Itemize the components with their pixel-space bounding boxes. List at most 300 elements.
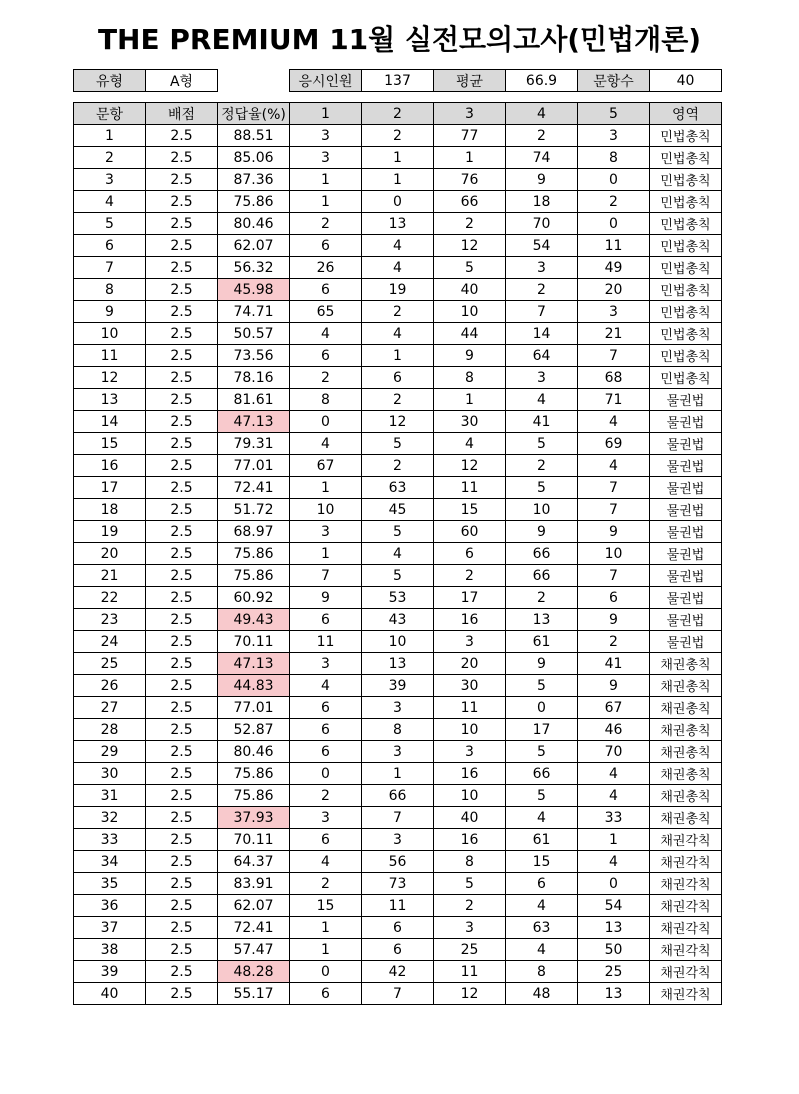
col-choice-5-header: 5 <box>578 103 650 125</box>
choice-4-count: 70 <box>506 213 578 235</box>
choice-2-count: 0 <box>362 191 434 213</box>
choice-2-count: 4 <box>362 543 434 565</box>
table-row <box>74 433 722 455</box>
choice-1-count: 15 <box>290 895 362 917</box>
points: 2.5 <box>146 807 218 829</box>
summary-table <box>73 69 722 92</box>
choice-4-count: 2 <box>506 279 578 301</box>
choice-1-count: 1 <box>290 939 362 961</box>
choice-5-count: 0 <box>578 213 650 235</box>
choice-2-count: 11 <box>362 895 434 917</box>
choice-1-count: 1 <box>290 191 362 213</box>
choice-2-count: 6 <box>362 939 434 961</box>
correct-rate: 74.71 <box>218 301 290 323</box>
table-row <box>74 565 722 587</box>
choice-3-count: 11 <box>434 961 506 983</box>
area: 물권법 <box>650 565 722 587</box>
choice-2-count: 1 <box>362 763 434 785</box>
points: 2.5 <box>146 653 218 675</box>
question-number: 7 <box>74 257 146 279</box>
col-choice-4-header: 4 <box>506 103 578 125</box>
choice-4-count: 2 <box>506 455 578 477</box>
col-area-header: 영역 <box>650 103 722 125</box>
table-row <box>74 455 722 477</box>
choice-2-count: 13 <box>362 213 434 235</box>
table-row <box>74 983 722 1005</box>
question-number: 37 <box>74 917 146 939</box>
results-table <box>73 102 722 1005</box>
choice-4-count: 48 <box>506 983 578 1005</box>
points: 2.5 <box>146 895 218 917</box>
choice-5-count: 33 <box>578 807 650 829</box>
col-choice-1-header: 1 <box>290 103 362 125</box>
area: 민법총칙 <box>650 191 722 213</box>
correct-rate: 75.86 <box>218 785 290 807</box>
points: 2.5 <box>146 763 218 785</box>
choice-3-count: 40 <box>434 279 506 301</box>
choice-5-count: 7 <box>578 345 650 367</box>
correct-rate: 72.41 <box>218 917 290 939</box>
choice-1-count: 6 <box>290 983 362 1005</box>
question-number: 30 <box>74 763 146 785</box>
correct-rate: 49.43 <box>218 609 290 631</box>
choice-2-count: 43 <box>362 609 434 631</box>
area: 민법총칙 <box>650 147 722 169</box>
choice-5-count: 7 <box>578 477 650 499</box>
points: 2.5 <box>146 587 218 609</box>
area: 물권법 <box>650 433 722 455</box>
choice-5-count: 21 <box>578 323 650 345</box>
points: 2.5 <box>146 367 218 389</box>
choice-3-count: 12 <box>434 235 506 257</box>
area: 물권법 <box>650 587 722 609</box>
choice-5-count: 4 <box>578 455 650 477</box>
choice-1-count: 3 <box>290 125 362 147</box>
choice-2-count: 5 <box>362 521 434 543</box>
points: 2.5 <box>146 389 218 411</box>
choice-2-count: 2 <box>362 389 434 411</box>
points: 2.5 <box>146 543 218 565</box>
choice-2-count: 12 <box>362 411 434 433</box>
area: 민법총칙 <box>650 169 722 191</box>
points: 2.5 <box>146 323 218 345</box>
question-number: 6 <box>74 235 146 257</box>
area: 민법총칙 <box>650 257 722 279</box>
choice-5-count: 4 <box>578 763 650 785</box>
choice-5-count: 46 <box>578 719 650 741</box>
choice-3-count: 9 <box>434 345 506 367</box>
area: 채권총칙 <box>650 719 722 741</box>
correct-rate: 48.28 <box>218 961 290 983</box>
table-row <box>74 301 722 323</box>
table-row <box>74 257 722 279</box>
choice-1-count: 6 <box>290 697 362 719</box>
choice-5-count: 9 <box>578 521 650 543</box>
area: 민법총칙 <box>650 279 722 301</box>
question-number: 25 <box>74 653 146 675</box>
choice-5-count: 4 <box>578 411 650 433</box>
choice-1-count: 6 <box>290 609 362 631</box>
choice-4-count: 4 <box>506 389 578 411</box>
question-number: 15 <box>74 433 146 455</box>
average-value: 66.9 <box>506 70 578 92</box>
choice-2-count: 4 <box>362 257 434 279</box>
question-number: 1 <box>74 125 146 147</box>
choice-1-count: 0 <box>290 411 362 433</box>
area: 물권법 <box>650 631 722 653</box>
choice-2-count: 3 <box>362 741 434 763</box>
choice-3-count: 8 <box>434 367 506 389</box>
choice-1-count: 2 <box>290 213 362 235</box>
question-number: 3 <box>74 169 146 191</box>
points: 2.5 <box>146 697 218 719</box>
choice-3-count: 3 <box>434 917 506 939</box>
choice-3-count: 60 <box>434 521 506 543</box>
choice-5-count: 68 <box>578 367 650 389</box>
correct-rate: 37.93 <box>218 807 290 829</box>
correct-rate: 75.86 <box>218 763 290 785</box>
choice-5-count: 13 <box>578 917 650 939</box>
correct-rate: 77.01 <box>218 697 290 719</box>
choice-2-count: 42 <box>362 961 434 983</box>
question-number: 40 <box>74 983 146 1005</box>
correct-rate: 80.46 <box>218 213 290 235</box>
points: 2.5 <box>146 191 218 213</box>
correct-rate: 68.97 <box>218 521 290 543</box>
choice-5-count: 0 <box>578 873 650 895</box>
choice-4-count: 0 <box>506 697 578 719</box>
choice-2-count: 6 <box>362 367 434 389</box>
correct-rate: 62.07 <box>218 235 290 257</box>
table-row <box>74 807 722 829</box>
table-row <box>74 653 722 675</box>
choice-5-count: 10 <box>578 543 650 565</box>
points: 2.5 <box>146 125 218 147</box>
table-row <box>74 367 722 389</box>
page-title: THE PREMIUM 11월 실전모의고사(민법개론) <box>97 23 702 56</box>
points: 2.5 <box>146 873 218 895</box>
question-number: 39 <box>74 961 146 983</box>
choice-3-count: 30 <box>434 411 506 433</box>
choice-3-count: 15 <box>434 499 506 521</box>
choice-3-count: 3 <box>434 631 506 653</box>
table-row <box>74 235 722 257</box>
choice-5-count: 3 <box>578 301 650 323</box>
choice-5-count: 4 <box>578 851 650 873</box>
choice-1-count: 9 <box>290 587 362 609</box>
points: 2.5 <box>146 279 218 301</box>
question-number: 36 <box>74 895 146 917</box>
correct-rate: 78.16 <box>218 367 290 389</box>
choice-3-count: 10 <box>434 785 506 807</box>
choice-5-count: 71 <box>578 389 650 411</box>
choice-3-count: 12 <box>434 983 506 1005</box>
choice-2-count: 6 <box>362 917 434 939</box>
examinees-label: 응시인원 <box>290 70 362 92</box>
choice-5-count: 13 <box>578 983 650 1005</box>
question-number: 12 <box>74 367 146 389</box>
header-row <box>74 103 722 125</box>
table-row <box>74 961 722 983</box>
table-row <box>74 851 722 873</box>
choice-1-count: 3 <box>290 653 362 675</box>
choice-1-count: 4 <box>290 323 362 345</box>
question-number: 21 <box>74 565 146 587</box>
choice-1-count: 6 <box>290 279 362 301</box>
choice-3-count: 5 <box>434 257 506 279</box>
choice-1-count: 6 <box>290 829 362 851</box>
area: 채권총칙 <box>650 807 722 829</box>
choice-3-count: 10 <box>434 719 506 741</box>
table-row <box>74 279 722 301</box>
choice-5-count: 2 <box>578 631 650 653</box>
points: 2.5 <box>146 609 218 631</box>
choice-5-count: 50 <box>578 939 650 961</box>
choice-2-count: 7 <box>362 983 434 1005</box>
choice-2-count: 4 <box>362 235 434 257</box>
table-row <box>74 499 722 521</box>
question-number: 26 <box>74 675 146 697</box>
correct-rate: 55.17 <box>218 983 290 1005</box>
choice-3-count: 76 <box>434 169 506 191</box>
choice-1-count: 4 <box>290 851 362 873</box>
choice-3-count: 2 <box>434 895 506 917</box>
question-number: 16 <box>74 455 146 477</box>
choice-3-count: 3 <box>434 741 506 763</box>
choice-1-count: 26 <box>290 257 362 279</box>
points: 2.5 <box>146 917 218 939</box>
choice-3-count: 2 <box>434 213 506 235</box>
question-number: 29 <box>74 741 146 763</box>
correct-rate: 87.36 <box>218 169 290 191</box>
points: 2.5 <box>146 631 218 653</box>
area: 물권법 <box>650 521 722 543</box>
summary-gap <box>218 70 290 92</box>
question-number: 14 <box>74 411 146 433</box>
correct-rate: 83.91 <box>218 873 290 895</box>
correct-rate: 75.86 <box>218 543 290 565</box>
choice-4-count: 2 <box>506 587 578 609</box>
choice-5-count: 9 <box>578 675 650 697</box>
choice-4-count: 6 <box>506 873 578 895</box>
correct-rate: 47.13 <box>218 411 290 433</box>
points: 2.5 <box>146 455 218 477</box>
table-row <box>74 125 722 147</box>
area: 물권법 <box>650 389 722 411</box>
choice-5-count: 0 <box>578 169 650 191</box>
choice-4-count: 5 <box>506 785 578 807</box>
question-number: 11 <box>74 345 146 367</box>
choice-4-count: 61 <box>506 829 578 851</box>
table-row <box>74 169 722 191</box>
area: 채권각칙 <box>650 873 722 895</box>
question-number: 32 <box>74 807 146 829</box>
table-row <box>74 477 722 499</box>
correct-rate: 88.51 <box>218 125 290 147</box>
choice-5-count: 4 <box>578 785 650 807</box>
table-row <box>74 609 722 631</box>
table-row <box>74 785 722 807</box>
choice-1-count: 2 <box>290 873 362 895</box>
table-row <box>74 191 722 213</box>
area: 채권각칙 <box>650 851 722 873</box>
table-row <box>74 345 722 367</box>
choice-3-count: 16 <box>434 609 506 631</box>
choice-2-count: 1 <box>362 147 434 169</box>
choice-1-count: 1 <box>290 169 362 191</box>
question-number: 31 <box>74 785 146 807</box>
correct-rate: 81.61 <box>218 389 290 411</box>
question-number: 35 <box>74 873 146 895</box>
choice-5-count: 7 <box>578 499 650 521</box>
choice-2-count: 2 <box>362 301 434 323</box>
correct-rate: 47.13 <box>218 653 290 675</box>
choice-5-count: 67 <box>578 697 650 719</box>
choice-4-count: 13 <box>506 609 578 631</box>
choice-3-count: 12 <box>434 455 506 477</box>
choice-4-count: 3 <box>506 367 578 389</box>
points: 2.5 <box>146 477 218 499</box>
type-value: A형 <box>146 70 218 92</box>
points: 2.5 <box>146 829 218 851</box>
question-number: 33 <box>74 829 146 851</box>
correct-rate: 56.32 <box>218 257 290 279</box>
points: 2.5 <box>146 257 218 279</box>
area: 물권법 <box>650 411 722 433</box>
area: 채권총칙 <box>650 675 722 697</box>
choice-3-count: 16 <box>434 829 506 851</box>
choice-4-count: 18 <box>506 191 578 213</box>
choice-5-count: 20 <box>578 279 650 301</box>
table-row <box>74 389 722 411</box>
table-row <box>74 873 722 895</box>
points: 2.5 <box>146 851 218 873</box>
points: 2.5 <box>146 939 218 961</box>
choice-1-count: 10 <box>290 499 362 521</box>
area: 물권법 <box>650 455 722 477</box>
choice-1-count: 1 <box>290 477 362 499</box>
choice-1-count: 8 <box>290 389 362 411</box>
examinees-value: 137 <box>362 70 434 92</box>
points: 2.5 <box>146 719 218 741</box>
col-question-header: 문항 <box>74 103 146 125</box>
correct-rate: 70.11 <box>218 829 290 851</box>
table-body <box>74 125 722 1005</box>
choice-1-count: 6 <box>290 235 362 257</box>
choice-3-count: 66 <box>434 191 506 213</box>
table-row <box>74 719 722 741</box>
choice-4-count: 41 <box>506 411 578 433</box>
choice-4-count: 66 <box>506 565 578 587</box>
choice-4-count: 9 <box>506 521 578 543</box>
choice-3-count: 20 <box>434 653 506 675</box>
area: 물권법 <box>650 609 722 631</box>
choice-3-count: 77 <box>434 125 506 147</box>
choice-5-count: 25 <box>578 961 650 983</box>
choice-2-count: 73 <box>362 873 434 895</box>
choice-4-count: 15 <box>506 851 578 873</box>
points: 2.5 <box>146 301 218 323</box>
points: 2.5 <box>146 785 218 807</box>
correct-rate: 73.56 <box>218 345 290 367</box>
choice-4-count: 4 <box>506 807 578 829</box>
choice-1-count: 11 <box>290 631 362 653</box>
question-number: 23 <box>74 609 146 631</box>
question-number: 5 <box>74 213 146 235</box>
col-choice-2-header: 2 <box>362 103 434 125</box>
choice-4-count: 5 <box>506 477 578 499</box>
table-row <box>74 741 722 763</box>
choice-1-count: 6 <box>290 345 362 367</box>
choice-2-count: 3 <box>362 697 434 719</box>
points: 2.5 <box>146 213 218 235</box>
choice-3-count: 44 <box>434 323 506 345</box>
table-row <box>74 675 722 697</box>
average-label: 평균 <box>434 70 506 92</box>
table-row <box>74 543 722 565</box>
choice-2-count: 45 <box>362 499 434 521</box>
points: 2.5 <box>146 169 218 191</box>
points: 2.5 <box>146 983 218 1005</box>
choice-1-count: 65 <box>290 301 362 323</box>
table-row <box>74 631 722 653</box>
choice-2-count: 7 <box>362 807 434 829</box>
choice-3-count: 17 <box>434 587 506 609</box>
area: 물권법 <box>650 499 722 521</box>
choice-2-count: 8 <box>362 719 434 741</box>
questions-label: 문항수 <box>578 70 650 92</box>
choice-5-count: 70 <box>578 741 650 763</box>
area: 채권총칙 <box>650 653 722 675</box>
correct-rate: 64.37 <box>218 851 290 873</box>
choice-2-count: 2 <box>362 125 434 147</box>
choice-5-count: 11 <box>578 235 650 257</box>
question-number: 34 <box>74 851 146 873</box>
points: 2.5 <box>146 499 218 521</box>
question-number: 18 <box>74 499 146 521</box>
choice-5-count: 1 <box>578 829 650 851</box>
choice-2-count: 5 <box>362 433 434 455</box>
choice-4-count: 9 <box>506 653 578 675</box>
question-number: 10 <box>74 323 146 345</box>
area: 민법총칙 <box>650 323 722 345</box>
area: 채권각칙 <box>650 917 722 939</box>
choice-1-count: 7 <box>290 565 362 587</box>
choice-4-count: 3 <box>506 257 578 279</box>
question-number: 17 <box>74 477 146 499</box>
points: 2.5 <box>146 433 218 455</box>
choice-1-count: 3 <box>290 147 362 169</box>
question-number: 24 <box>74 631 146 653</box>
correct-rate: 52.87 <box>218 719 290 741</box>
choice-3-count: 5 <box>434 873 506 895</box>
choice-1-count: 3 <box>290 807 362 829</box>
points: 2.5 <box>146 521 218 543</box>
choice-5-count: 6 <box>578 587 650 609</box>
question-number: 9 <box>74 301 146 323</box>
choice-3-count: 4 <box>434 433 506 455</box>
choice-4-count: 61 <box>506 631 578 653</box>
area: 채권각칙 <box>650 939 722 961</box>
choice-3-count: 25 <box>434 939 506 961</box>
choice-4-count: 5 <box>506 741 578 763</box>
correct-rate: 44.83 <box>218 675 290 697</box>
question-number: 4 <box>74 191 146 213</box>
choice-4-count: 64 <box>506 345 578 367</box>
table-row <box>74 411 722 433</box>
area: 민법총칙 <box>650 235 722 257</box>
type-label: 유형 <box>74 70 146 92</box>
